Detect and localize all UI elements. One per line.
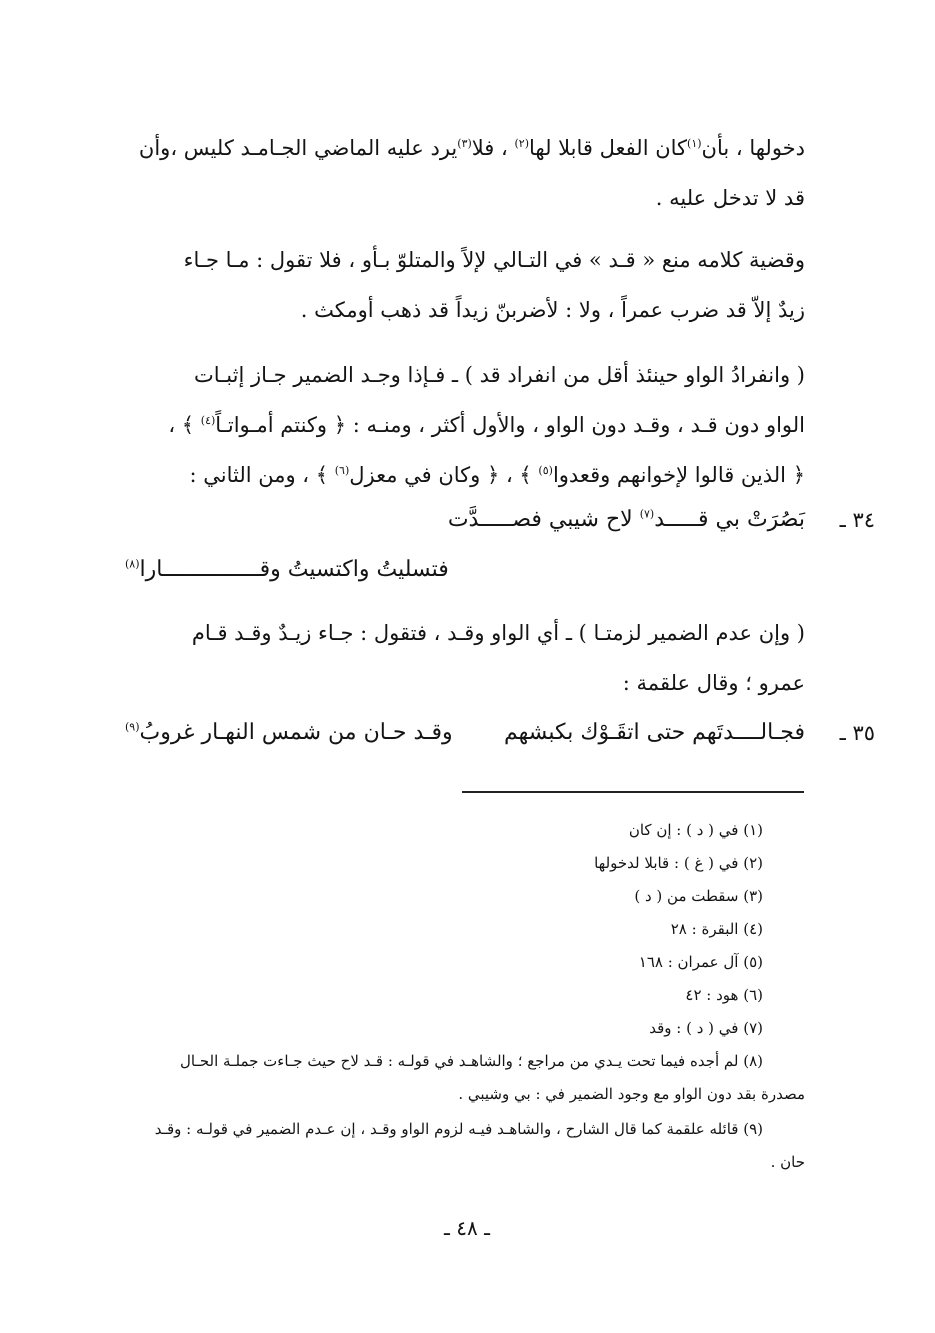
footnote-8-line-2: مصدرة بقد دون الواو مع وجود الضمير في : بي وشيبي . — [458, 1085, 805, 1103]
footnote-2: (٢) في ( غ ) : قابلا لدخولها — [594, 854, 763, 872]
footnote-ref: (٧) — [639, 507, 655, 521]
verse-number-35: ٣٥ ـ — [839, 721, 875, 745]
text-line — [184, 235, 805, 285]
text-line — [168, 450, 805, 500]
text-run: دخولها ، بأن — [701, 136, 805, 160]
text-run: قد لا تدخل عليه . — [655, 186, 805, 210]
footnote-ref: (٦) — [334, 464, 350, 477]
footnote-ref: (١) — [687, 137, 702, 150]
text-line — [168, 400, 805, 450]
verse-35-hemistich-2 — [125, 720, 453, 745]
text-line — [139, 123, 805, 173]
text-run: ﴿ الذين قالوا لإخوانهم وقعدوا — [552, 463, 805, 487]
text-line — [192, 658, 805, 708]
footnote-7: (٧) في ( د ) : وقد — [649, 1019, 763, 1037]
text-run: وقـد حـان من شمس النهـار غروبُ — [139, 720, 453, 745]
paragraph-1 — [139, 123, 805, 223]
footnote-6: (٦) هود : ٤٢ — [685, 986, 763, 1004]
text-run: زيدٌ إلاّ قد ضرب عمراً ، ولا : لأضربنّ زيداً قد ذهب أومكث . — [300, 298, 805, 322]
text-run: ﴾ ، — [168, 413, 201, 437]
text-line — [139, 173, 805, 223]
footnote-ref: (٣) — [457, 137, 472, 150]
footnote-ref: (٤) — [200, 414, 216, 427]
footnote-8-continuation — [458, 1078, 805, 1111]
text-run: كان الفعل قابلا لها — [529, 136, 688, 160]
footnote-9-line-2: حان . — [770, 1153, 805, 1171]
text-line — [192, 608, 805, 658]
text-run: وقضية كلامه منع « قـد » في التـالي لإلاً والمتلوّ بـأو ، فلا تقول : مـا جـاء — [183, 248, 805, 272]
footnote-separator — [462, 791, 804, 793]
verse-35-hemistich-1: فجـالــــدتَهم حتى اتقَـوْك بكبشهم — [504, 720, 805, 745]
text-run: ، فلا — [471, 136, 515, 160]
footnote-9-continuation — [771, 1146, 805, 1179]
page-number: ـ ٤٨ ـ — [444, 1216, 490, 1240]
text-run: عمرو ؛ وقال علقمة : — [622, 671, 805, 695]
footnote-8-line-1: (٨) لم أجده فيما تحت يـدي من مراجع ؛ والشاهـد في قولـه : قـد لاح حيث جـاءت جملـة الحـال — [180, 1052, 763, 1070]
text-run: ﴾ ، ومن الثاني : — [189, 463, 335, 487]
text-run: ( وانفرادُ الواو حينئذ أقل من انفراد قد ) ـ فـإذا وجـد الضمير جـاز إثبـات — [193, 363, 805, 387]
footnote-3: (٣) سقطت من ( د ) — [634, 887, 763, 905]
paragraph-3 — [168, 350, 805, 500]
text-run: يرد عليه الماضي الجـامـد كليس ،وأن — [138, 136, 458, 160]
verse-34-line-2 — [125, 557, 449, 582]
text-run: فتسليتُ واكتسيتُ وقـــــــــــــــارا — [139, 557, 449, 582]
footnote-ref: (٢) — [514, 137, 529, 150]
verse-number-34: ٣٤ ـ — [839, 508, 875, 532]
paragraph-2 — [184, 235, 805, 335]
footnote-ref: (٩) — [125, 720, 140, 734]
paragraph-4 — [192, 608, 805, 708]
footnote-9 — [155, 1113, 763, 1146]
text-run: ﴾ ، ﴿ وكان في معزل — [349, 463, 539, 487]
footnote-5: (٥) آل عمران : ١٦٨ — [638, 953, 763, 971]
text-run: ( وإن عدم الضمير لزمتـا ) ـ أي الواو وقـد ، فتقول : جـاء زيـدٌ وقـد قـام — [191, 621, 805, 645]
text-run: لاح شيبي فصـــــدَّت — [447, 507, 640, 532]
footnotes-short — [594, 814, 763, 1045]
footnote-ref: (٥) — [538, 464, 553, 477]
text-run: الواو دون قـد ، وقـد دون الواو ، والأول أكثر ، ومنـه : ﴿ وكنتم أمـواتـاً — [215, 413, 805, 437]
text-line — [184, 285, 805, 335]
text-run: بَصُرَتْ بي قـــــد — [654, 507, 805, 532]
footnote-8 — [180, 1045, 763, 1078]
verse-34-line-1 — [448, 507, 805, 532]
footnote-1: (١) في ( د ) : إن كان — [628, 821, 763, 839]
footnote-4: (٤) البقرة : ٢٨ — [670, 920, 763, 938]
footnote-9-line-1: (٩) قائله علقمة كما قال الشارح ، والشاهـد فيـه لزوم الواو وقـد ، إن عـدم الضمير في قولـه : وقـد — [154, 1120, 763, 1138]
footnote-ref: (٨) — [125, 557, 140, 571]
text-line — [168, 350, 805, 400]
